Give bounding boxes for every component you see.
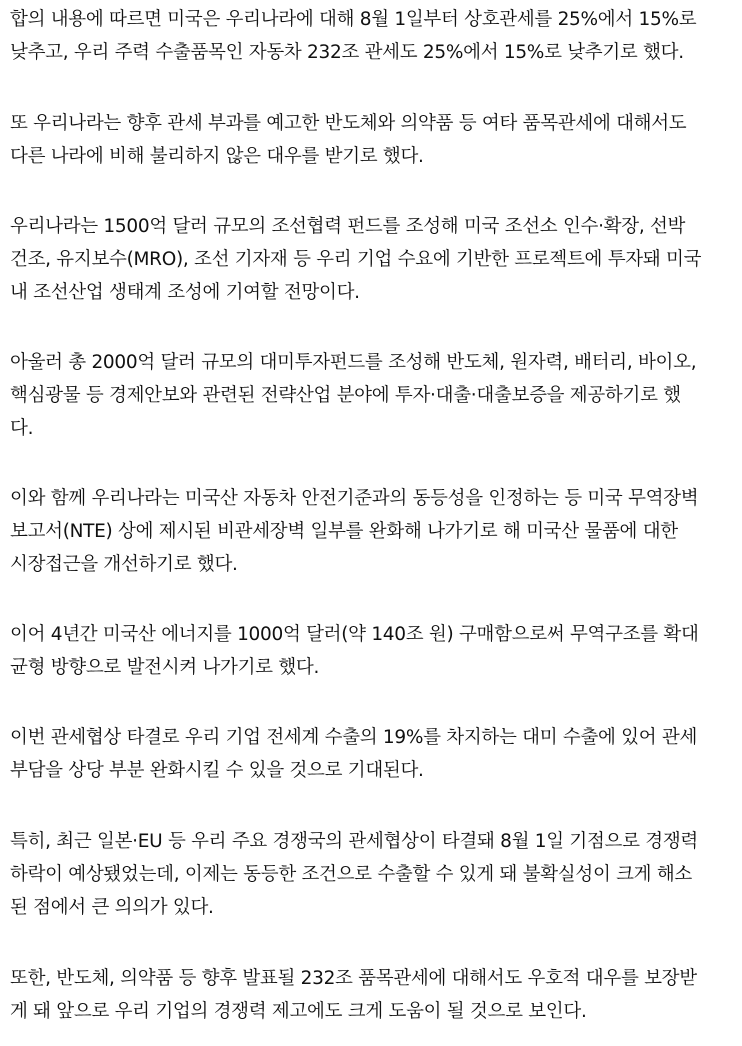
paragraph-3 [10, 210, 701, 309]
paragraph-line: 낮추고, 우리 주력 수출품목인 자동차 232조 관세도 25%에서 15%로 낮추기로 했다. [10, 42, 684, 63]
paragraph-line: 된 점에서 큰 의의가 있다. [10, 897, 214, 918]
paragraph-6 [10, 618, 699, 684]
paragraph-line: 내 조선산업 생태계 조성에 기여할 전망이다. [10, 282, 360, 303]
paragraph-line: 다른 나라에 비해 불리하지 않은 대우를 받기로 했다. [10, 146, 424, 167]
paragraph-line: 다. [10, 418, 34, 439]
paragraph-line: 특히, 최근 일본·EU 등 우리 주요 경쟁국의 관세협상이 타결돼 8월 1일 기점으로 경쟁력 [10, 831, 698, 852]
paragraph-line: 합의 내용에 따르면 미국은 우리나라에 대해 8월 1일부터 상호관세를 25%에서 15%로 [10, 9, 697, 30]
paragraph-2 [10, 107, 686, 173]
paragraph-line: 부담을 상당 부분 완화시킬 수 있을 것으로 기대된다. [10, 760, 424, 781]
paragraph-line: 아울러 총 2000억 달러 규모의 대미투자펀드를 조성해 반도체, 원자력, 배터리, 바이오, [10, 352, 697, 373]
paragraph-line: 이와 함께 우리나라는 미국산 자동차 안전기준과의 동등성을 인정하는 등 미국 무역장벽 [10, 488, 699, 509]
paragraph-line: 시장접근을 개선하기로 했다. [10, 554, 238, 575]
paragraph-line: 보고서(NTE) 상에 제시된 비관세장벽 일부를 완화해 나가기로 해 미국산 물품에 대한 [10, 521, 678, 542]
paragraph-9 [10, 962, 697, 1028]
paragraph-8 [10, 825, 698, 924]
paragraph-4 [10, 346, 696, 445]
paragraph-line: 건조, 유지보수(MRO), 조선 기자재 등 우리 기업 수요에 기반한 프로젝트에 투자돼 미국 [10, 249, 702, 270]
paragraph-line: 이번 관세협상 타결로 우리 기업 전세계 수출의 19%를 차지하는 대미 수출에 있어 관세 [10, 727, 698, 748]
paragraph-line: 이어 4년간 미국산 에너지를 1000억 달러(약 140조 원) 구매함으로써 무역구조를 확대 [10, 624, 699, 645]
paragraph-1 [10, 3, 696, 69]
paragraph-line: 또 우리나라는 향후 관세 부과를 예고한 반도체와 의약품 등 여타 품목관세에 대해서도 [10, 113, 687, 134]
paragraph-line: 게 돼 앞으로 우리 기업의 경쟁력 제고에도 크게 도움이 될 것으로 보인다. [10, 1001, 587, 1022]
paragraph-line: 우리나라는 1500억 달러 규모의 조선협력 펀드를 조성해 미국 조선소 인수·확장, 선박 [10, 216, 686, 237]
paragraph-line: 균형 방향으로 발전시켜 나가기로 했다. [10, 657, 320, 678]
paragraph-line: 또한, 반도체, 의약품 등 향후 발표될 232조 품목관세에 대해서도 우호적 대우를 보장받 [10, 968, 697, 989]
paragraph-5 [10, 482, 698, 581]
paragraph-7 [10, 721, 697, 787]
paragraph-line: 하락이 예상됐었는데, 이제는 동등한 조건으로 수출할 수 있게 돼 불확실성이 크게 해소 [10, 864, 692, 885]
paragraph-line: 핵심광물 등 경제안보와 관련된 전략산업 분야에 투자·대출·대출보증을 제공하기로 했 [10, 385, 681, 406]
